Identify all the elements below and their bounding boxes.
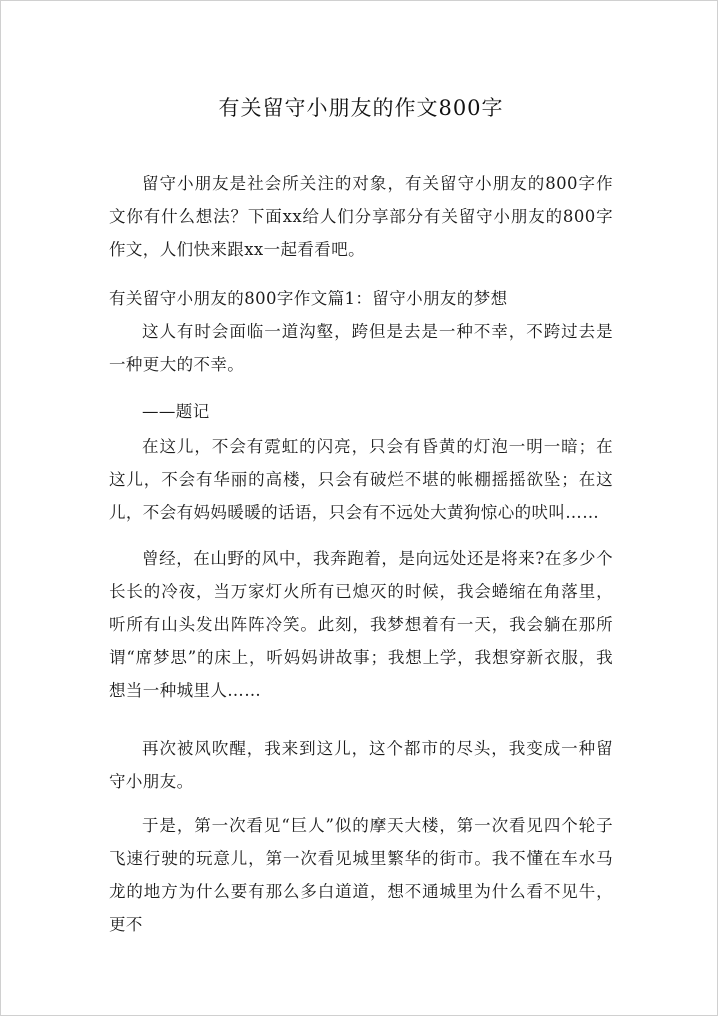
paragraph-once: 曾经，在山野的风中，我奔跑着，是向远处还是将来?在多少个长长的冷夜，当万家灯火所有已熄灭的时候，我会蜷缩在角落里，听所有山头发出阵阵冷笑。此刻，我梦想着有一天，我会躺在那所谓“席梦思”的床上，听妈妈讲故事；我想上学，我想穿新衣服，我想当一种城里人…… bbox=[109, 549, 613, 700]
paragraph-intro: 留守小朋友是社会所关注的对象，有关留守小朋友的800字作文你有什么想法？下面xx给人们分享部分有关留守小朋友的800字作文，人们快来跟xx一起看看吧。 bbox=[109, 174, 613, 259]
paragraph-first-time: 于是，第一次看见“巨人”似的摩天大楼，第一次看见四个轮子飞速行驶的玩意儿，第一次看见城里繁华的街市。我不懂在车水马龙的地方为什么要有那么多白道道，想不通城里为什么看不见牛，更不 bbox=[109, 816, 613, 934]
paragraph-epigraph: 这人有时会面临一道沟壑，跨但是去是一种不幸，不跨过去是一种更大的不幸。 bbox=[109, 322, 613, 374]
page-title: 有关留守小朋友的作文800字 bbox=[218, 96, 504, 120]
paragraph-epigraph-source: ——题记 bbox=[142, 402, 210, 421]
paragraph-here: 在这儿，不会有霓虹的闪亮，只会有昏黄的灯泡一明一暗；在这儿，不会有华丽的高楼，只会有破烂不堪的帐棚摇摇欲坠；在这儿，不会有妈妈暖暖的话语，只会有不远处大黄狗惊心的吠叫…… bbox=[109, 437, 613, 522]
paragraph-essay-heading: 有关留守小朋友的800字作文篇1：留守小朋友的梦想 bbox=[109, 289, 508, 308]
paragraph-woken: 再次被风吹醒，我来到这儿，这个都市的尽头，我变成一种留守小朋友。 bbox=[109, 739, 613, 791]
